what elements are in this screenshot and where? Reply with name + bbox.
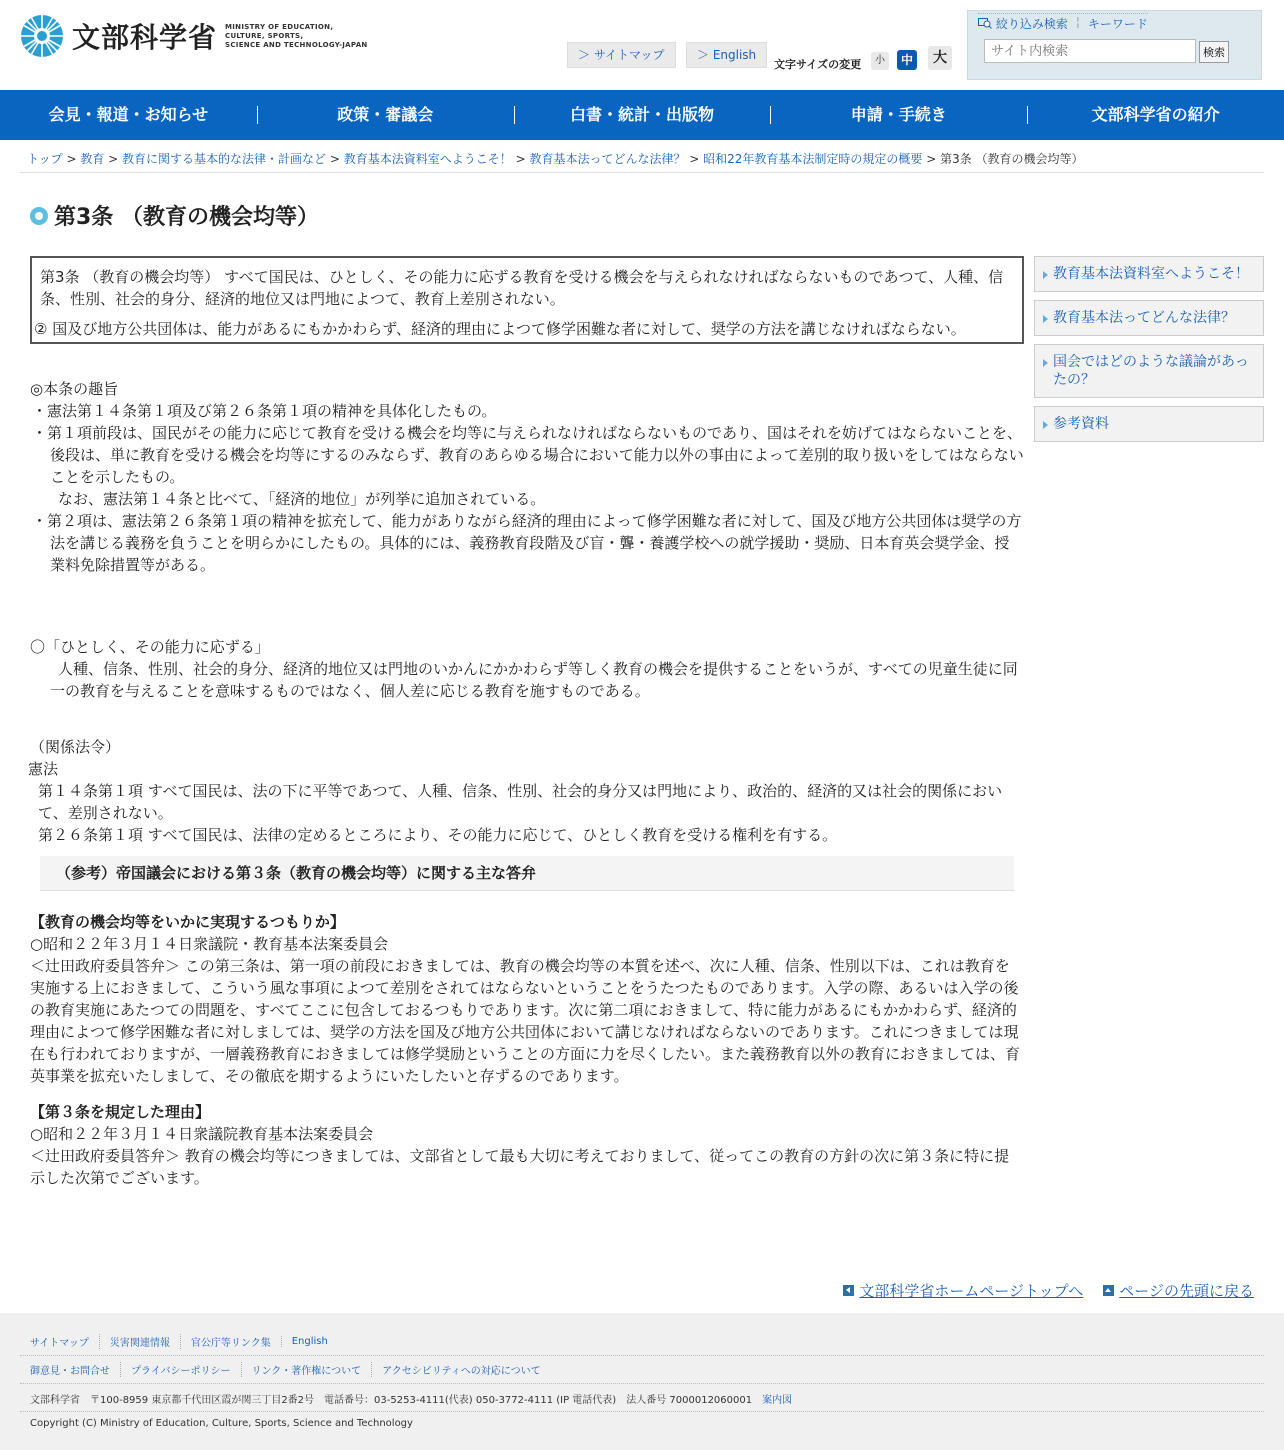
side-link[interactable]: 参考資料 [1053, 416, 1109, 432]
breadcrumb-sep: > [685, 152, 704, 166]
side-link[interactable]: 国会ではどのような議論があったの？ [1053, 354, 1249, 388]
spacer [30, 1087, 1024, 1101]
qa2-answer: ＜辻田政府委員答弁＞ 教育の機会均等につきましては、文部省として最も大切に考えておりまして、従ってこの教育の方針の次に第３条に特に提示した次第でございます。 [30, 1147, 1010, 1187]
logo-text-en [225, 23, 368, 50]
footer-address: 文部科学省 〒100-8959 東京都千代田区霞が関三丁目2番2号 電話番号：03-5253-4111(代表) 050-3772-4111 (IP 電話代表) 法人番号 7000012060001 [30, 1395, 753, 1406]
search-tab-filter-label: 絞り込み検索 [995, 17, 1068, 31]
global-nav [0, 90, 1284, 140]
breadcrumb-sep: > [511, 152, 530, 166]
site-header [0, 0, 1284, 90]
side-item-references[interactable] [1034, 406, 1264, 442]
qa1-heading: 【教育の機会均等をいかに実現するつもりか】 [30, 913, 345, 931]
logo-en-line: SCIENCE AND TECHNOLOGY-JAPAN [225, 40, 368, 49]
footer-link[interactable]: サイトマップ [30, 1338, 89, 1349]
law-paragraph-2: ② 国及び地方公共団体は、能力があるにもかかわらず、経済的理由によつて修学困難な者に対して、奨学の方法を講じなければならない。 [34, 320, 966, 338]
law-paragraph-1: 第3条 （教育の機会均等） すべて国民は、ひとしく、その能力に応ずる教育を受ける機会を与えられなければならないものであつて、人種、信条、性別、社会的身分、経済的地位又は門地によつて、教育上差別されない。 [40, 268, 1004, 308]
footer-links-row-2 [20, 1362, 1264, 1377]
nav-about[interactable]: 文部科学省の紹介 [1027, 90, 1284, 140]
breadcrumb-current: 第3条 （教育の機会均等） [940, 152, 1084, 166]
purpose-bullet: ・第１項前段は、国民がその能力に応じて教育を受ける機会を均等に与えられなければならないものであり、国はそれを妨げてはならないことを、後段は、単に教育を受ける機会を均等にするのみならず、教育のあらゆる場合において能力以外の事由によって差別的取り扱いをしてはならないことを示したもの。 [32, 424, 1024, 486]
qa2-date: ○昭和２２年３月１４日衆議院教育基本法案委員会 [30, 1125, 374, 1143]
page-title-block [30, 200, 319, 231]
breadcrumb-education[interactable]: 教育 [80, 152, 105, 166]
footer-link[interactable]: リンク・著作権について [241, 1362, 372, 1377]
page-title: 第3条 （教育の機会均等） [54, 205, 319, 230]
page-links [843, 1280, 1254, 1301]
main-content [30, 256, 1024, 1189]
breadcrumb-sep: > [104, 152, 123, 166]
font-size-large-button[interactable]: 大 [928, 46, 952, 70]
logo-en-line: CULTURE, SPORTS, [225, 31, 304, 40]
logo-text-jp: 文部科学省 [72, 21, 218, 54]
purpose-heading: ◎本条の趣旨 [30, 380, 119, 398]
equal-text: 人種、信条、性別、社会的身分、経済的地位又は門地のいかんにかかわらず等しく教育の機会を提供することをいうが、すべての児童生徒に同一の教育を与えることを意味するものではなく、個人差に応じる教育を施すものである。 [50, 660, 1018, 700]
related-article-14: 第１４条第１項 すべて国民は、法の下に平等であつて、人種、信条、性別、社会的身分又は門地により、政治的、経済的又は社会的関係において、差別されない。 [38, 782, 1003, 822]
breadcrumb-sep: > [326, 152, 344, 166]
purpose-section [30, 378, 1024, 576]
purpose-note: なお、憲法第１４条と比べて、「経済的地位」が列挙に追加されている。 [58, 490, 546, 508]
footer-link[interactable]: 災害関連情報 [99, 1334, 180, 1349]
footer-divider [20, 1383, 1264, 1384]
footer-copyright: Copyright (C) Ministry of Education, Culture, Sports, Science and Technology [30, 1418, 413, 1429]
arrow-left-icon [843, 1285, 854, 1296]
search-tab-filter[interactable] [978, 15, 1068, 32]
nav-press[interactable]: 会見・報道・お知らせ [48, 105, 209, 124]
nav-applications[interactable]: 申請・手続き [770, 90, 1027, 140]
law-text-box [30, 256, 1024, 344]
tab-separator: ¦ [1075, 15, 1080, 29]
side-link[interactable]: 教育基本法ってどんな法律？ [1053, 310, 1235, 326]
footer-address-row [20, 1391, 1264, 1406]
search-panel [967, 10, 1262, 80]
spacer [30, 702, 1024, 736]
footer-links-row-1 [20, 1334, 1264, 1349]
qa2-heading: 【第３条を規定した理由】 [30, 1103, 211, 1121]
side-item-diet-debate[interactable] [1034, 344, 1264, 398]
qa1-date: ○昭和２２年３月１４日衆議院・教育基本法案委員会 [30, 935, 389, 953]
footer-link[interactable]: アクセシビリティへの対応について [371, 1362, 551, 1377]
footer-map-link[interactable]: 案内図 [762, 1395, 793, 1406]
side-item-welcome[interactable] [1034, 256, 1264, 292]
logo-en-line: MINISTRY OF EDUCATION, [225, 22, 334, 31]
font-size-medium-button[interactable]: 中 [897, 50, 917, 70]
breadcrumb-s22-overview[interactable]: 昭和22年教育基本法制定時の規定の概要 [703, 152, 923, 166]
breadcrumb-sep: > [62, 152, 81, 166]
related-laws-section [30, 736, 1024, 846]
footer-link[interactable]: プライバシーポリシー [120, 1362, 241, 1377]
qa-section-2 [30, 1101, 1024, 1189]
purpose-bullet: ・第２項は、憲法第２６条第１項の精神を拡充して、能力がありながら経済的理由によって修学困難な者に対して、国及び地方公共団体は奨学の方法を講じる義務を負うことを明らかにしたもの。具体的には、義務教育段階及び盲・聾・養護学校への就学援助・奨励、日本育英会奨学金、授業料免除措置等がある。 [32, 512, 1022, 574]
arrow-up-icon [1103, 1285, 1114, 1296]
search-tab-keyword[interactable]: キーワード [1087, 17, 1148, 31]
footer-link[interactable]: 官公庁等リンク集 [180, 1334, 281, 1349]
purpose-bullet: ・憲法第１４条第１項及び第２６条第１項の精神を具体化したもの。 [32, 402, 497, 420]
title-bullet-icon [30, 207, 48, 225]
side-nav [1034, 256, 1264, 450]
breadcrumb-archive[interactable]: 教育基本法資料室へようこそ！ [343, 152, 512, 166]
back-to-top-link[interactable] [1103, 1280, 1254, 1301]
equal-heading: 〇「ひとしく、その能力に応ずる」 [30, 638, 270, 656]
breadcrumb-laws[interactable]: 教育に関する基本的な法律・計画など [122, 152, 327, 166]
side-item-what-law[interactable] [1034, 300, 1264, 336]
breadcrumb-what-law[interactable]: 教育基本法ってどんな法律？ [529, 152, 686, 166]
related-law-name: 憲法 [28, 760, 59, 778]
qa1-answer: ＜辻田政府委員答弁＞ この第三条は、第一項の前段におきましては、教育の機会均等の本質を述べ、次に人種、信条、性別以下は、これは教育を実施する上におきまして、こういう風な事項によつて差別をされてはならないということをうたつたものであります。入学の際、あるいは入学の後の教育実施にあたつての問題を、すべてここに包含しておるつもりであります。次に第二項におきまして、特に能力があるにもかかわらず、経済的理由によつて修学困難な者に対しましては、奨学の方法を国及び地方公共団体において講じなければならないのであります。これにつきましては現在も行われておりますが、一層義務教育におきましては修学奨励ということの方面に力を尽くしたい。また義務教育以外の教育におきましては、育英事業を拡充いたしまして、その徹底を期するようにいたしたいと存ずるのであります。 [30, 957, 1021, 1085]
sitemap-button[interactable]: ＞ サイトマップ [567, 42, 676, 68]
search-button[interactable]: 検索 [1199, 41, 1229, 63]
footer-divider [20, 1355, 1264, 1356]
breadcrumb-sep: > [922, 152, 941, 166]
logo-mark-icon [20, 14, 64, 58]
search-tabs [978, 13, 1148, 32]
footer-copyright-row [20, 1418, 1264, 1429]
breadcrumb-top[interactable]: トップ [27, 152, 63, 166]
equal-section [30, 636, 1024, 702]
english-button[interactable]: ＞ English [686, 42, 767, 68]
search-input[interactable] [984, 39, 1196, 63]
related-heading: （関係法令） [30, 738, 121, 756]
reference-heading-bar: （参考）帝国議会における第３条（教育の機会均等）に関する主な答弁 [40, 856, 1014, 891]
breadcrumb [27, 150, 1084, 167]
spacer [30, 576, 1024, 636]
related-article-26: 第２６条第１項 すべて国民は、法律の定めるところにより、その能力に応じて、ひとしく教育を受ける権利を有する。 [38, 826, 838, 844]
filter-search-icon [978, 18, 992, 29]
mext-logo[interactable] [20, 14, 368, 58]
home-top-label: 文部科学省ホームページトップへ [859, 1282, 1084, 1300]
font-size-label: 文字サイズの変更 [774, 58, 862, 71]
side-link[interactable]: 教育基本法資料室へようこそ！ [1053, 266, 1249, 282]
home-top-link[interactable] [843, 1280, 1083, 1301]
font-size-small-button[interactable]: 小 [871, 52, 889, 70]
back-to-top-label: ページの先頭に戻る [1119, 1282, 1254, 1300]
footer-link[interactable]: 御意見・お問合せ [30, 1366, 110, 1377]
site-footer [0, 1313, 1284, 1450]
nav-publications[interactable]: 白書・統計・出版物 [514, 90, 771, 140]
qa-section-1 [30, 911, 1024, 1087]
footer-divider [20, 1411, 1264, 1412]
footer-link[interactable]: English [281, 1336, 338, 1347]
breadcrumb-divider [20, 172, 1264, 173]
nav-policy[interactable]: 政策・審議会 [257, 90, 514, 140]
